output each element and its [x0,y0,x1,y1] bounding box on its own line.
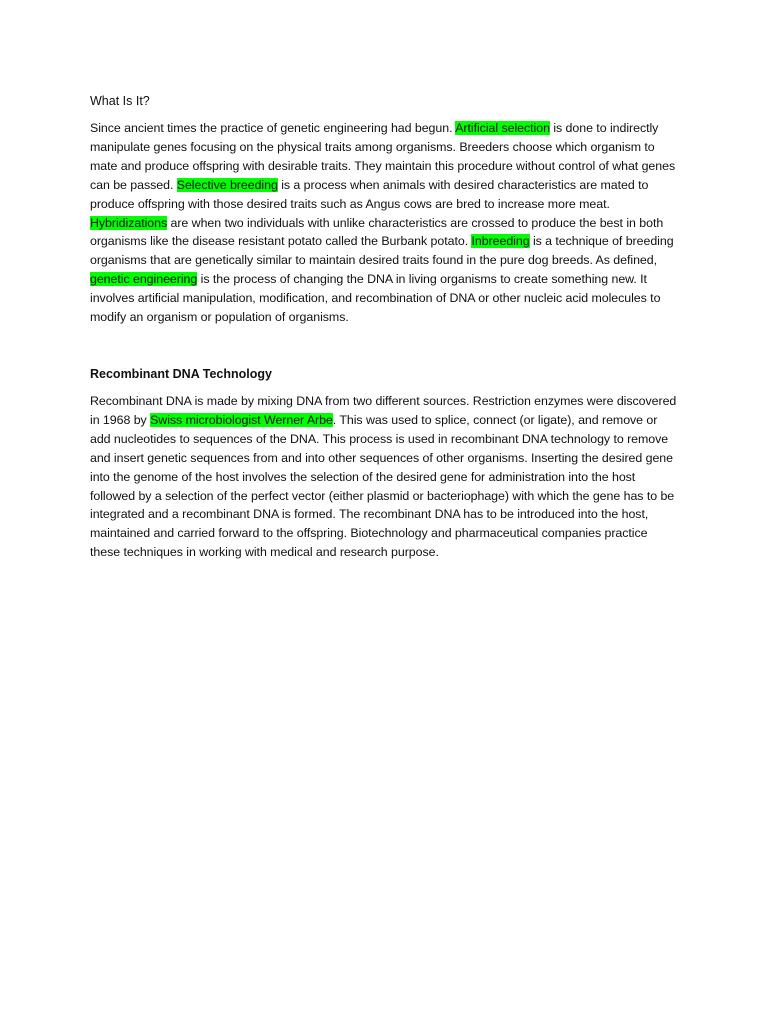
text-segment: is a technique of breeding organisms that are genetically similar to maintain desired traits found in the pure dog breeds. As defined, [90,234,674,268]
text-segment: . This was used to splice, connect (or ligate), and remove or add nucleotides to sequences of the DNA. This process is used in recombinant DNA technology to remove and insert genetic sequences from and into other sequences of other organisms. Inserting the desired gene into the genome of the host involves the selection of the desired gene for administration into the host followed by a selection of the perfect vector (either plasmid or bacteriophage) with which the gene has to be integrated and a recombinant DNA is formed. The recombinant DNA has to be introduced into the host, maintained and carried forward to the offspring. Biotechnology and pharmaceutical companies practice these techniques in working with medical and research purpose. [90,412,675,560]
text-segment: Since ancient times the practice of genetic engineering had begun. [90,121,456,135]
text-segment: is a process when animals with desired characteristics are mated to produce offspring with those desired traits such as Angus cows are bred to increase more meat. [90,177,649,211]
highlighted-term-artificial-selection: Artificial selection [455,121,550,135]
section-paragraph-what-is-it [90,119,680,327]
text-segment: is done to indirectly manipulate genes focusing on the physical traits among organisms. Breeders choose which organism to mate and produce offspring with desirable traits. They maintain this procedure without control of what genes can be passed. [90,121,676,192]
text-segment: is the process of changing the DNA in living organisms to create something new. It involves artificial manipulation, modification, and recombination of DNA or other nucleic acid molecules to modify an organism or population of organisms. [90,272,661,325]
highlighted-term-genetic-engineering: genetic engineering [90,272,198,287]
highlighted-term-selective-breeding: Selective breeding [176,177,278,192]
highlighted-term-werner-arbe: Swiss microbiologist Werner Arbe [150,412,333,427]
highlighted-term-inbreeding: Inbreeding [471,234,530,249]
highlighted-term-hybridizations: Hybridizations [90,215,168,230]
section-heading-what-is-it: What Is It? [90,94,150,108]
section-spacer [90,327,680,365]
text-segment: are when two individuals with unlike characteristics are crossed to produce the best in both organisms like the disease resistant potato called the Burbank potato. [90,215,664,249]
section-heading-recombinant-dna: Recombinant DNA Technology [90,366,272,381]
section-paragraph-recombinant-dna [90,392,680,562]
text-segment: Recombinant DNA is made by mixing DNA from two different sources. Restriction enzymes were discovered in 1968 by [90,393,677,427]
document-page [90,92,680,562]
